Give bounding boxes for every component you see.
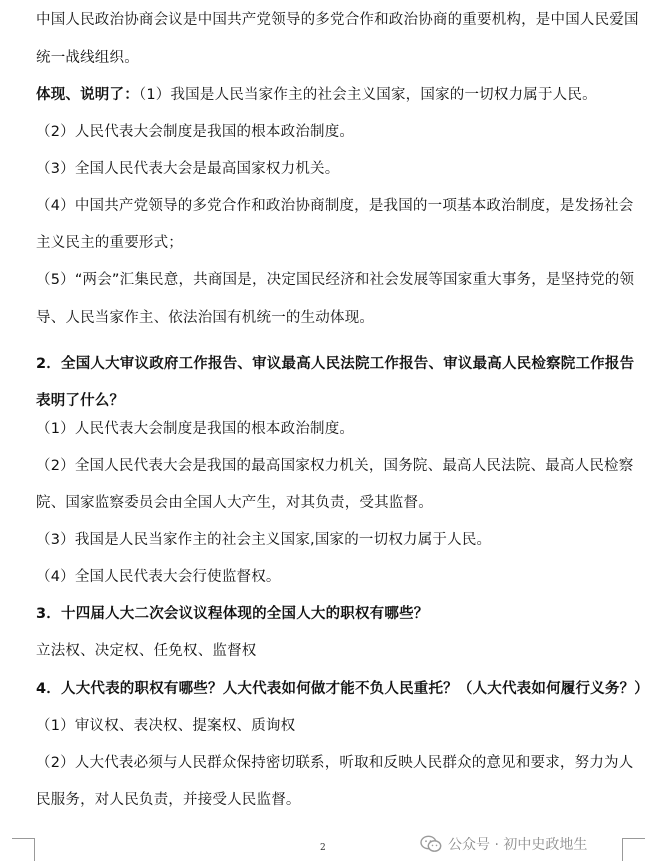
crop-mark-right — [622, 838, 645, 861]
page-number: 2 — [320, 843, 326, 853]
lead-label: 体现、说明了： — [36, 87, 139, 103]
question-heading: 表明了什么？ — [36, 393, 125, 409]
paragraph-line: 立法权、决定权、任免权、监督权 — [36, 643, 257, 659]
watermark — [420, 832, 587, 856]
paragraph-line: （4）全国人民代表大会行使监督权。 — [36, 569, 281, 585]
paragraph-line: 主义民主的重要形式； — [36, 235, 183, 251]
paragraph-line: 民服务，对人民负责，并接受人民监督。 — [36, 792, 301, 808]
paragraph-line: 中国人民政治协商会议是中国共产党领导的多党合作和政治协商的重要机构，是中国人民爱国 — [36, 12, 639, 28]
question-heading: 2．全国人大审议政府工作报告、审议最高人民法院工作报告、审议最高人民检察院工作报告 — [36, 356, 635, 372]
paragraph-line: （2）人大代表必须与人民群众保持密切联系，听取和反映人民群众的意见和要求，努力为人 — [36, 755, 634, 771]
lead-text: （1）我国是人民当家作主的社会主义国家，国家的一切权力属于人民。 — [138, 87, 597, 103]
paragraph-line: （5）“两会”汇集民意，共商国是，决定国民经济和社会发展等国家重大事务，是坚持党的领 — [36, 272, 635, 288]
paragraph-line: （1）人民代表大会制度是我国的根本政治制度。 — [36, 421, 355, 437]
question-heading: 4．人大代表的职权有哪些？人大代表如何做才能不负人民重托？（人大代表如何履行义务？） — [36, 681, 649, 697]
paragraph-line: （3）全国人民代表大会是最高国家权力机关。 — [36, 161, 340, 177]
paragraph-line — [36, 85, 597, 105]
paragraph-line: 院、国家监察委员会由全国人大产生，对其负责，受其监督。 — [36, 495, 433, 511]
watermark-text: 公众号 · 初中史政地生 — [448, 837, 588, 853]
paragraph-line: （2）人民代表大会制度是我国的根本政治制度。 — [36, 124, 355, 140]
paragraph-line: （3）我国是人民当家作主的社会主义国家,国家的一切权力属于人民。 — [36, 532, 492, 548]
wechat-icon — [420, 835, 442, 853]
crop-mark-left — [12, 838, 35, 861]
question-heading: 3．十四届人大二次会议议程体现的全国人大的职权有哪些？ — [36, 606, 429, 622]
paragraph-line: （2）全国人民代表大会是我国的最高国家权力机关，国务院、最高人民法院、最高人民检察 — [36, 458, 634, 474]
paragraph-line: （4）中国共产党领导的多党合作和政治协商制度，是我国的一项基本政治制度，是发扬社会 — [36, 198, 634, 214]
paragraph-line: （1）审议权、表决权、提案权、质询权 — [36, 718, 296, 734]
paragraph-line: 导、人民当家作主、依法治国有机统一的生动体现。 — [36, 310, 375, 326]
paragraph-line: 统一战线组织。 — [36, 50, 139, 66]
